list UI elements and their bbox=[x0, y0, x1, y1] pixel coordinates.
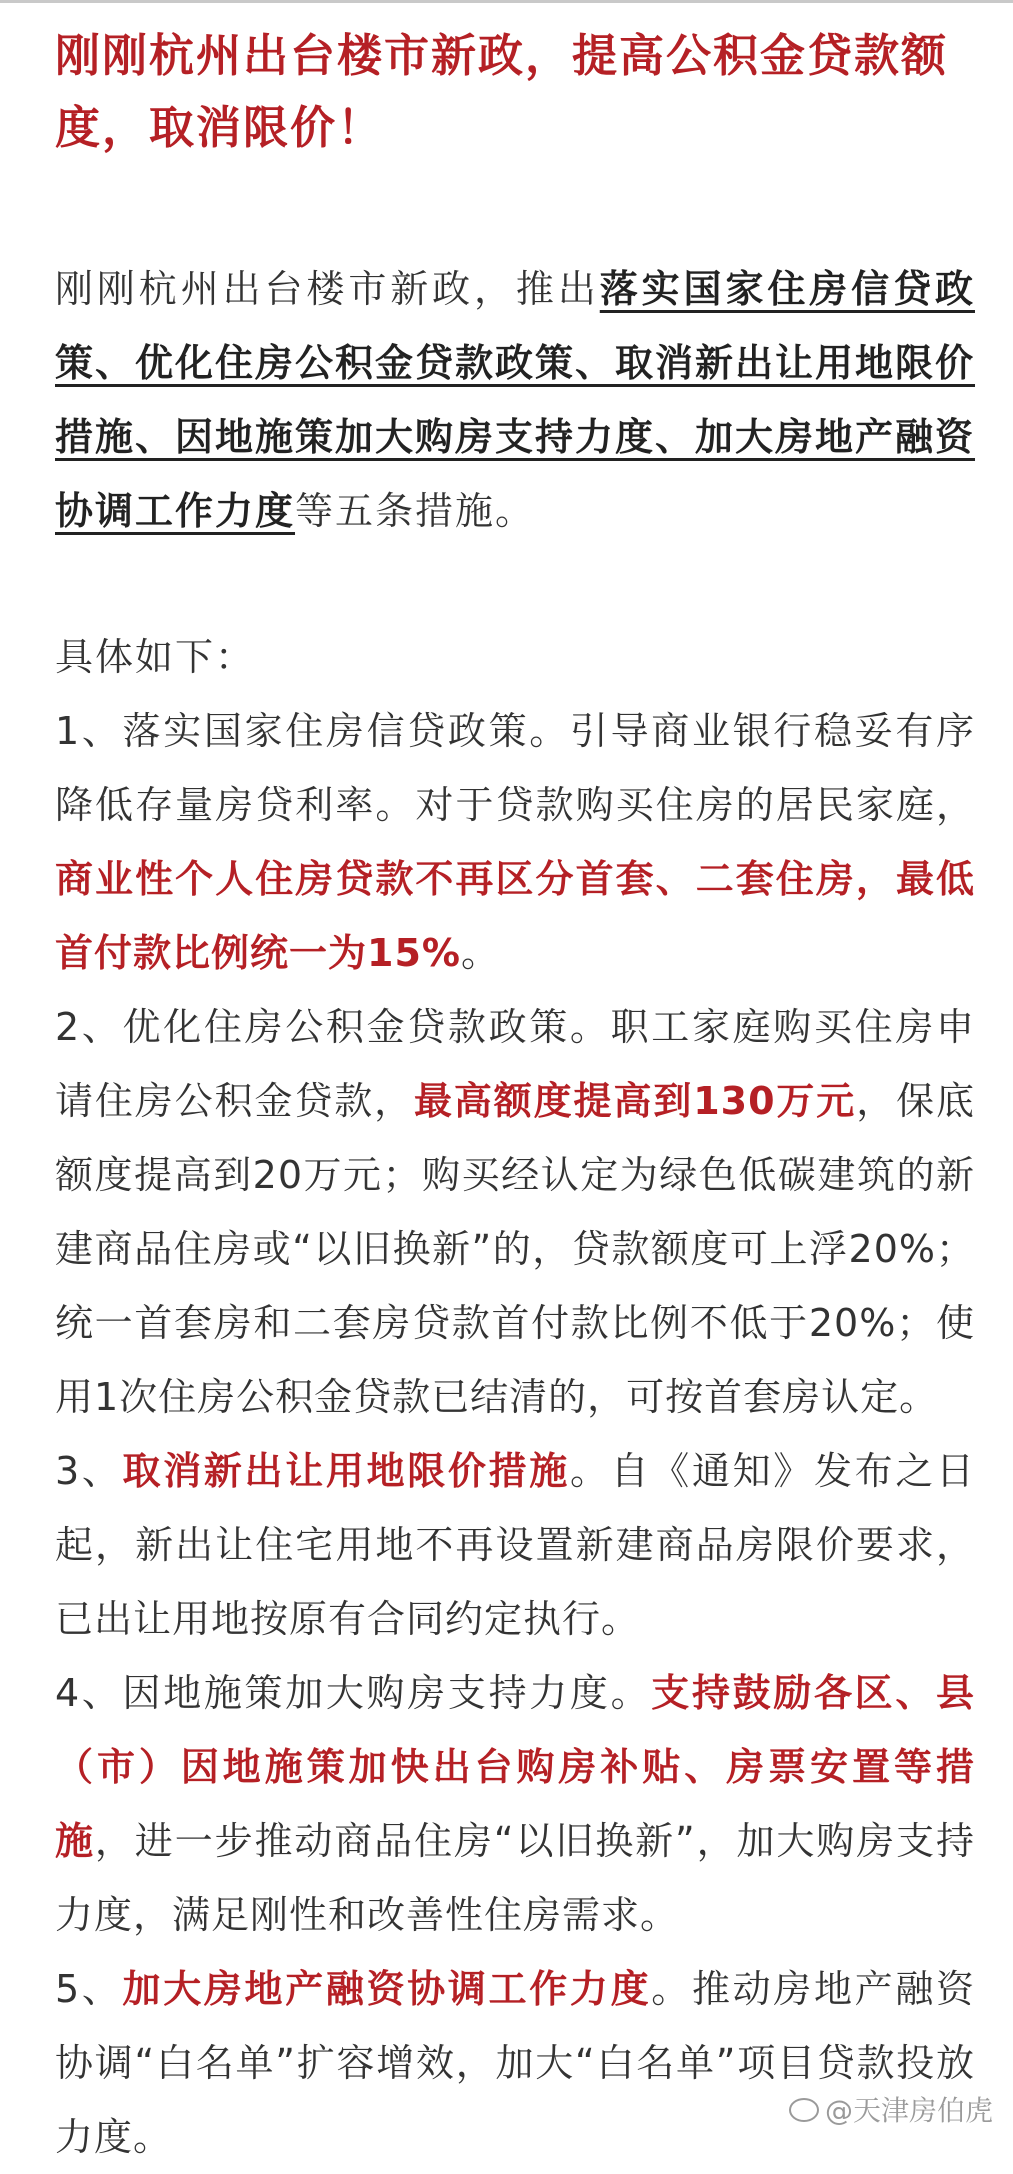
item-text: 2、优化住房公积金贷款政策。职工家庭购买住房申请住房公积金贷款， bbox=[55, 1005, 975, 1123]
item-highlight: 商业性个人住房贷款不再区分首套、二套住房，最低首付款比例统一为15% bbox=[55, 857, 975, 975]
item-highlight: 最高额度提高到130万元 bbox=[414, 1079, 857, 1123]
measure-item-3 bbox=[55, 1434, 975, 1656]
item-text: 3、 bbox=[55, 1449, 123, 1493]
measure-item-4 bbox=[55, 1656, 975, 1952]
lead-text: 具体如下： bbox=[55, 635, 256, 679]
watermark-text: @天津房伯虎 bbox=[824, 2094, 993, 2127]
item-text: 4、因地施策加大购房支持力度。 bbox=[55, 1671, 652, 1715]
measure-item-1 bbox=[55, 694, 975, 990]
intro-highlight: 落实国家住房信贷政策、优化住房公积金贷款政策、取消新出让用地限价措施、因地施策加大购房支持力度、加大房地产融资协调工作力度 bbox=[55, 267, 976, 533]
item-highlight: 支持鼓励各区、县（市）因地施策加快出台购房补贴、房票安置等措施 bbox=[55, 1671, 975, 1863]
item-highlight: 加大房地产融资协调工作力度 bbox=[122, 1967, 652, 2011]
measure-item-5 bbox=[55, 1952, 975, 2174]
article-title: 刚刚杭州出台楼市新政，提高公积金贷款额度，取消限价！ bbox=[55, 29, 949, 154]
intro-prefix: 刚刚杭州出台楼市新政，推出 bbox=[55, 267, 600, 311]
top-divider bbox=[0, 0, 1013, 3]
item-text: 。 bbox=[460, 931, 500, 975]
item-text: 。推动房地产融资协调“白名单”扩容增效，加大“白名单”项目贷款投放力度。 bbox=[55, 1967, 975, 2159]
item-text: ，保底额度提高到20万元；购买经认定为绿色低碳建筑的新建商品住房或“以旧换新”的，贷款额度可上浮20%；统一首套房和二套房贷款首付款比例不低于20%；使用1次住房公积金贷款已结清的，可按首套房认定。 bbox=[55, 1079, 975, 1419]
intro-paragraph bbox=[55, 252, 975, 548]
item-text: 1、落实国家住房信贷政策。引导商业银行稳妥有序降低存量房贷利率。对于贷款购买住房的居民家庭， bbox=[55, 709, 975, 827]
item-highlight: 取消新出让用地限价措施 bbox=[122, 1449, 570, 1493]
measure-item-2 bbox=[55, 990, 975, 1434]
intro-suffix: 等五条措施。 bbox=[295, 489, 536, 533]
item-text: 5、 bbox=[55, 1967, 123, 2011]
item-text: 。自《通知》发布之日起，新出让住宅用地不再设置新建商品房限价要求，已出让用地按原有合同约定执行。 bbox=[55, 1449, 975, 1641]
weibo-watermark bbox=[789, 2089, 993, 2129]
article bbox=[55, 20, 975, 2174]
item-text: ，进一步推动商品住房“以旧换新”，加大购房支持力度，满足刚性和改善性住房需求。 bbox=[55, 1819, 975, 1937]
weibo-icon bbox=[789, 2098, 819, 2122]
